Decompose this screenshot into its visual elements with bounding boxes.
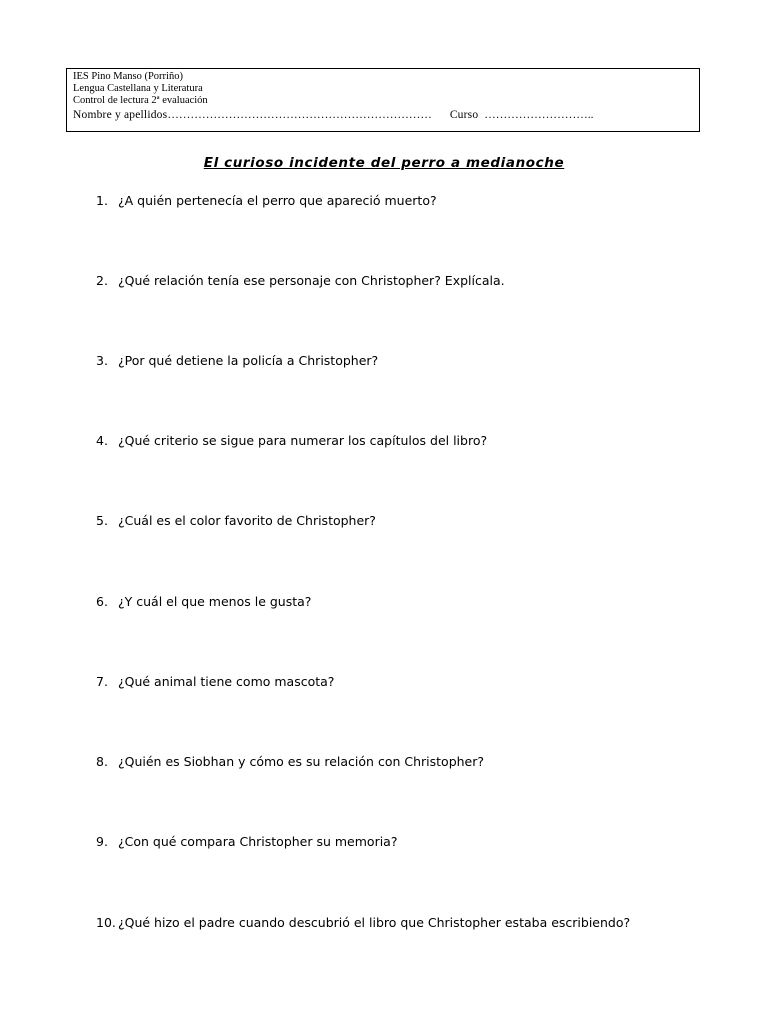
name-field[interactable]: ……………………………………………………………: [167, 109, 432, 121]
question-number: 5.: [96, 513, 108, 528]
school-name: IES Pino Manso (Porriño): [73, 71, 183, 82]
question-text: ¿Con qué compara Christopher su memoria?: [118, 834, 398, 849]
question-item: [96, 193, 437, 208]
question-item: [96, 915, 630, 930]
question-text: ¿Qué hizo el padre cuando descubrió el libro que Christopher estaba escribiendo?: [118, 915, 631, 930]
question-number: 2.: [96, 273, 108, 288]
question-text: ¿Qué criterio se sigue para numerar los capítulos del libro?: [118, 433, 488, 448]
question-number: 1.: [96, 193, 108, 208]
question-number: 8.: [96, 754, 108, 769]
question-number: 9.: [96, 834, 108, 849]
question-item: [96, 513, 376, 528]
question-item: [96, 834, 397, 849]
question-text: ¿Qué animal tiene como mascota?: [118, 674, 335, 689]
header-box: [66, 68, 700, 132]
course-label: Curso: [449, 109, 479, 121]
question-text: ¿Y cuál el que menos le gusta?: [118, 594, 312, 609]
question-text: ¿Por qué detiene la policía a Christopher?: [118, 353, 379, 368]
question-number: 4.: [96, 433, 108, 448]
question-number: 7.: [96, 674, 108, 689]
question-text: ¿Cuál es el color favorito de Christopher?: [118, 513, 376, 528]
exam-name: Control de lectura 2ª evaluación: [73, 95, 208, 106]
question-text: ¿Qué relación tenía ese personaje con Christopher? Explícala.: [118, 273, 505, 288]
subject-name: Lengua Castellana y Literatura: [73, 83, 203, 94]
question-text: ¿Quién es Siobhan y cómo es su relación con Christopher?: [118, 754, 485, 769]
question-item: [96, 674, 334, 689]
question-item: [96, 594, 311, 609]
question-item: [96, 353, 378, 368]
question-text: ¿A quién pertenecía el perro que apareció muerto?: [118, 193, 437, 208]
question-item: [96, 754, 484, 769]
name-course-row: [73, 109, 693, 121]
course-field[interactable]: ………………………..: [484, 109, 594, 121]
question-item: [96, 273, 505, 288]
question-item: [96, 433, 487, 448]
question-number: 10.: [96, 915, 116, 930]
page-title: El curioso incidente del perro a medianoche: [203, 155, 565, 171]
name-label: Nombre y apellidos: [73, 109, 168, 121]
question-number: 3.: [96, 353, 108, 368]
question-number: 6.: [96, 594, 108, 609]
